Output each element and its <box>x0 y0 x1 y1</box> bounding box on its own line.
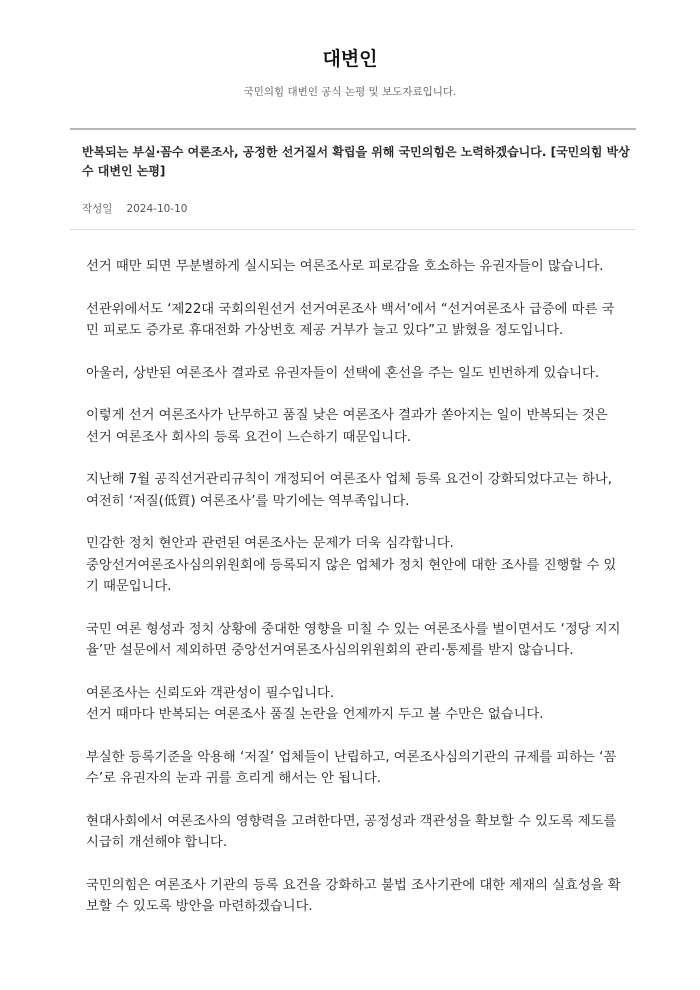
paragraph: 국민 여론 형성과 정치 상황에 중대한 영향을 미칠 수 있는 여론조사를 벌이면서도 ‘정당 지지율’만 설문에서 제외하면 중앙선거여론조사심의위원회의 관리·통제를 받지 않습니다. <box>86 621 621 658</box>
site-title[interactable]: 대변인 <box>322 48 378 70</box>
post-date: 2024-10-10 <box>126 203 188 215</box>
paragraph: 부실한 등록기준을 악용해 ‘저질’ 업체들이 난립하고, 여론조사심의기관의 규제를 피하는 ‘꼼수’로 유권자의 눈과 귀를 흐리게 해서는 안 됩니다. <box>86 749 617 786</box>
meta-divider <box>70 229 636 230</box>
paragraph: 민감한 정치 현안과 관련된 여론조사는 문제가 더욱 심각합니다. 중앙선거여론조사심의위원회에 등록되지 않은 업체가 정치 현안에 대한 조사를 진행할 수 있기 때문입니다. <box>86 536 617 594</box>
site-description: 국민의힘 대변인 공식 논평 및 보도자료입니다. <box>243 86 457 98</box>
post-title: 반복되는 부실·꼼수 여론조사, 공정한 선거질서 확립을 위해 국민의힘은 노력하겠습니다. [국민의힘 박상수 대변인 논평] <box>82 145 630 178</box>
paragraph: 지난해 7월 공직선거관리규칙이 개정되어 여론조사 업체 등록 요건이 강화되었다고는 하나, 여전히 ‘저질(低質) 여론조사’를 막기에는 역부족입니다. <box>86 472 612 509</box>
post-meta <box>82 201 187 216</box>
article-body <box>86 256 622 939</box>
paragraph: 이렇게 선거 여론조사가 난무하고 품질 낮은 여론조사 결과가 쏟아지는 일이 반복되는 것은 선거 여론조사 회사의 등록 요건이 느슨하기 때문입니다. <box>86 408 608 445</box>
paragraph: 선거 때만 되면 무분별하게 실시되는 여론조사로 피로감을 호소하는 유권자들이 많습니다. <box>86 259 604 274</box>
paragraph: 여론조사는 신뢰도와 객관성이 필수입니다. 선거 때마다 반복되는 여론조사 품질 논란을 언제까지 두고 볼 수만은 없습니다. <box>86 685 544 722</box>
date-label: 작성일 <box>82 203 113 215</box>
paragraph: 현대사회에서 여론조사의 영향력을 고려한다면, 공정성과 객관성을 확보할 수 있도록 제도를 시급히 개선해야 합니다. <box>86 813 617 850</box>
paragraph: 아울러, 상반된 여론조사 결과로 유권자들이 선택에 혼선을 주는 일도 빈번하게 있습니다. <box>86 365 600 381</box>
header-divider <box>70 128 636 130</box>
site-header <box>0 0 700 99</box>
paragraph: 선관위에서도 ‘제22대 국회의원선거 선거여론조사 백서’에서 “선거여론조사 급증에 따른 국민 피로도 증가로 휴대전화 가상번호 제공 거부가 늘고 있다”고 밝혔을 정도입니다. <box>86 301 615 338</box>
paragraph: 국민의힘은 여론조사 기관의 등록 요건을 강화하고 불법 조사기관에 대한 제재의 실효성을 확보할 수 있도록 방안을 마련하겠습니다. <box>86 877 621 914</box>
